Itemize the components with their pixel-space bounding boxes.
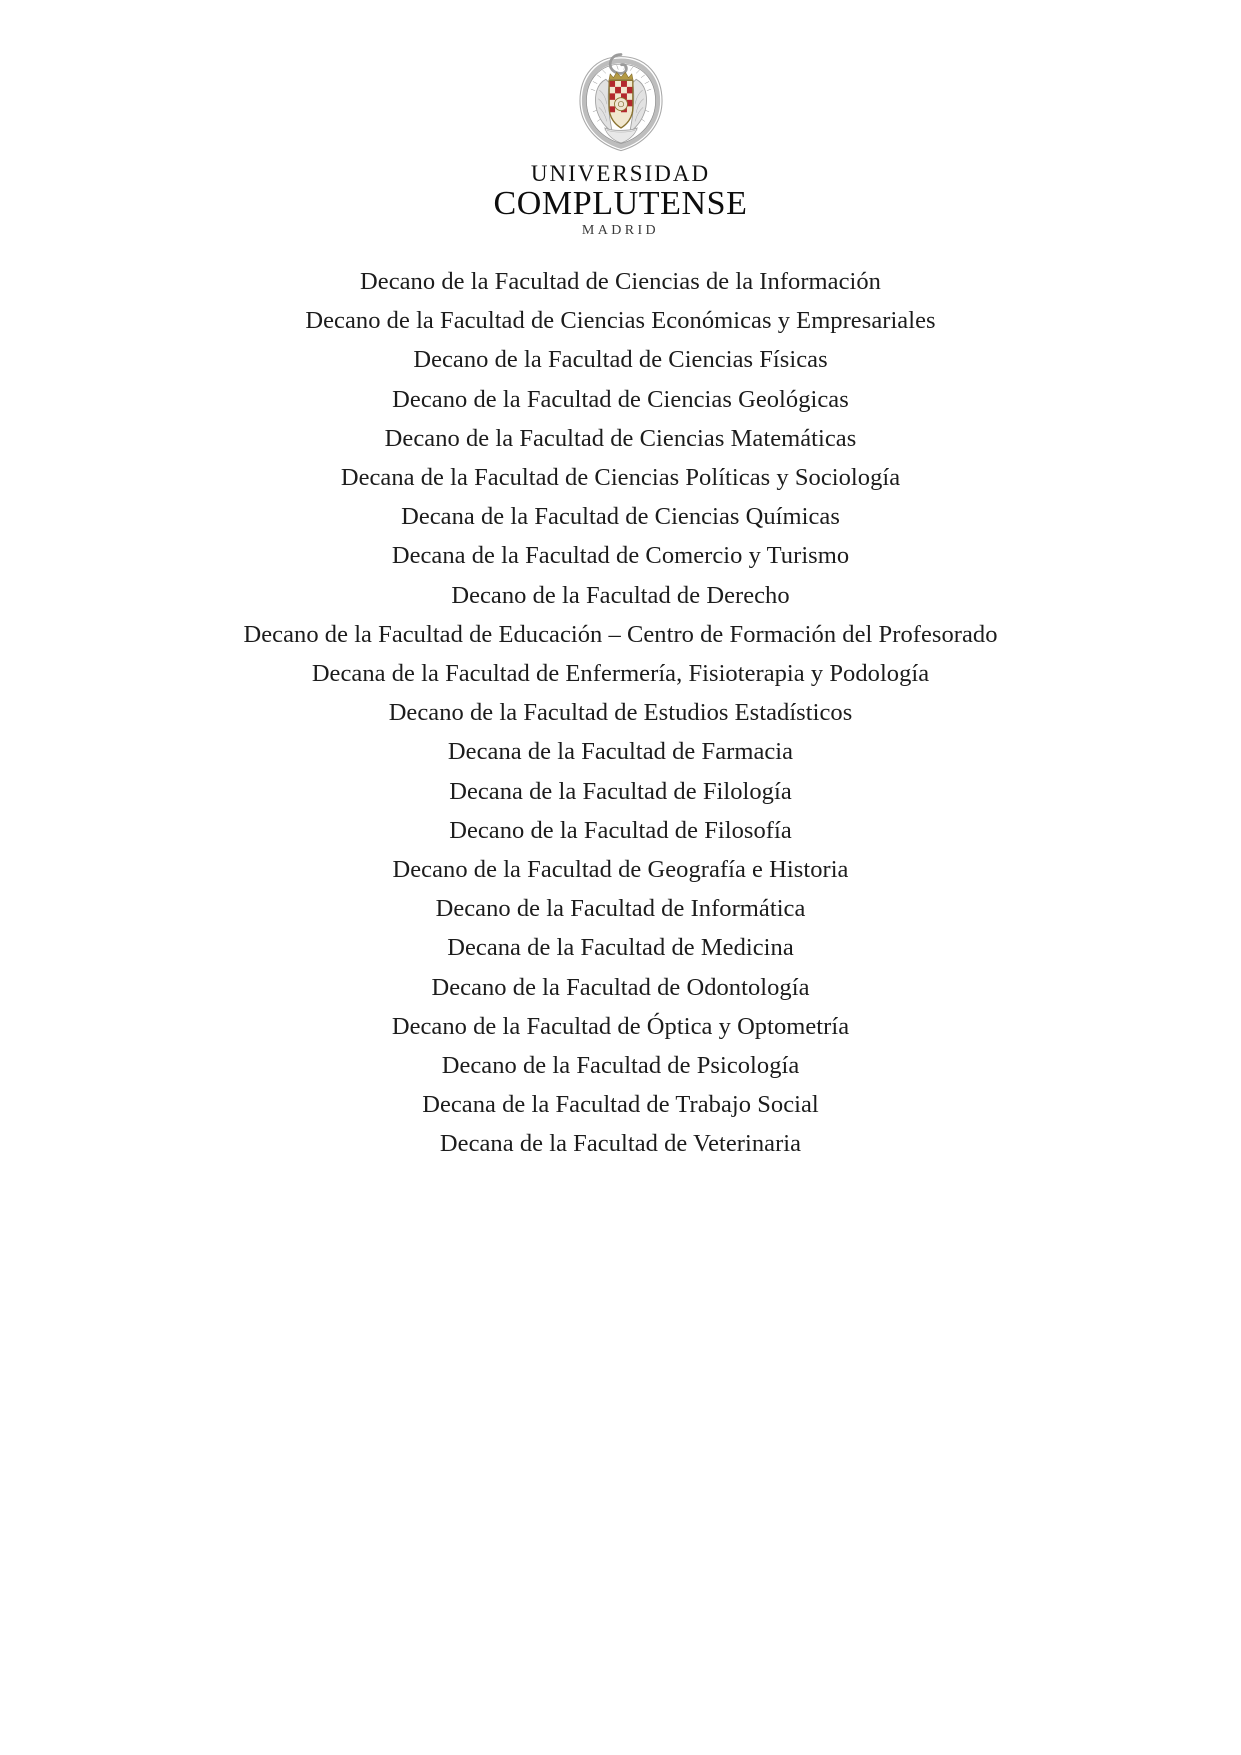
ucm-coat-of-arms-icon [567,48,675,156]
dean-list-item: Decana de la Facultad de Ciencias Políticas y Sociología [340,464,901,492]
dean-list [140,262,1101,1164]
dean-list-item: Decano de la Facultad de Ciencias Económicas y Empresariales [305,307,936,335]
dean-list-item: Decana de la Facultad de Filología [449,777,792,805]
dean-list-item: Decano de la Facultad de Ciencias de la Información [360,268,881,295]
dean-list-item: Decano de la Facultad de Filosofía [449,816,792,844]
dean-list-item: Decano de la Facultad de Óptica y Optometría [391,1012,850,1040]
dean-list-item: Decana de la Facultad de Medicina [447,934,794,962]
ucm-logo [0,48,1241,238]
dean-list-item: Decano de la Facultad de Psicología [441,1052,800,1080]
dean-list-item: Decano de la Facultad de Ciencias Físicas [413,346,828,374]
dean-list-item: Decano de la Facultad de Geografía e Historia [392,856,849,884]
dean-list-item: Decano de la Facultad de Derecho [451,581,790,609]
wordmark-universidad: UNIVERSIDAD [530,161,711,186]
dean-list-item: Decana de la Facultad de Ciencias Químicas [401,503,840,531]
dean-list-item: Decana de la Facultad de Trabajo Social [422,1091,819,1119]
wordmark-complutense: COMPLUTENSE [493,185,748,222]
dean-list-item: Decana de la Facultad de Comercio y Turismo [391,542,850,570]
dean-list-item: Decana de la Facultad de Farmacia [447,738,794,766]
dean-list-item: Decano de la Facultad de Ciencias Geológicas [392,385,849,413]
dean-list-item: Decana de la Facultad de Veterinaria [439,1130,802,1158]
dean-list-item: Decano de la Facultad de Educación – Centro de Formación del Profesorado [243,620,998,648]
dean-list-item: Decano de la Facultad de Informática [435,895,806,923]
dean-list-item: Decano de la Facultad de Estudios Estadísticos [388,699,853,727]
ucm-wordmark [493,162,747,238]
dean-list-item: Decano de la Facultad de Odontología [431,973,810,1001]
dean-list-item: Decano de la Facultad de Ciencias Matemáticas [384,424,857,452]
wordmark-madrid: MADRID [581,223,660,238]
dean-list-item: Decana de la Facultad de Enfermería, Fisioterapia y Podología [311,660,930,688]
